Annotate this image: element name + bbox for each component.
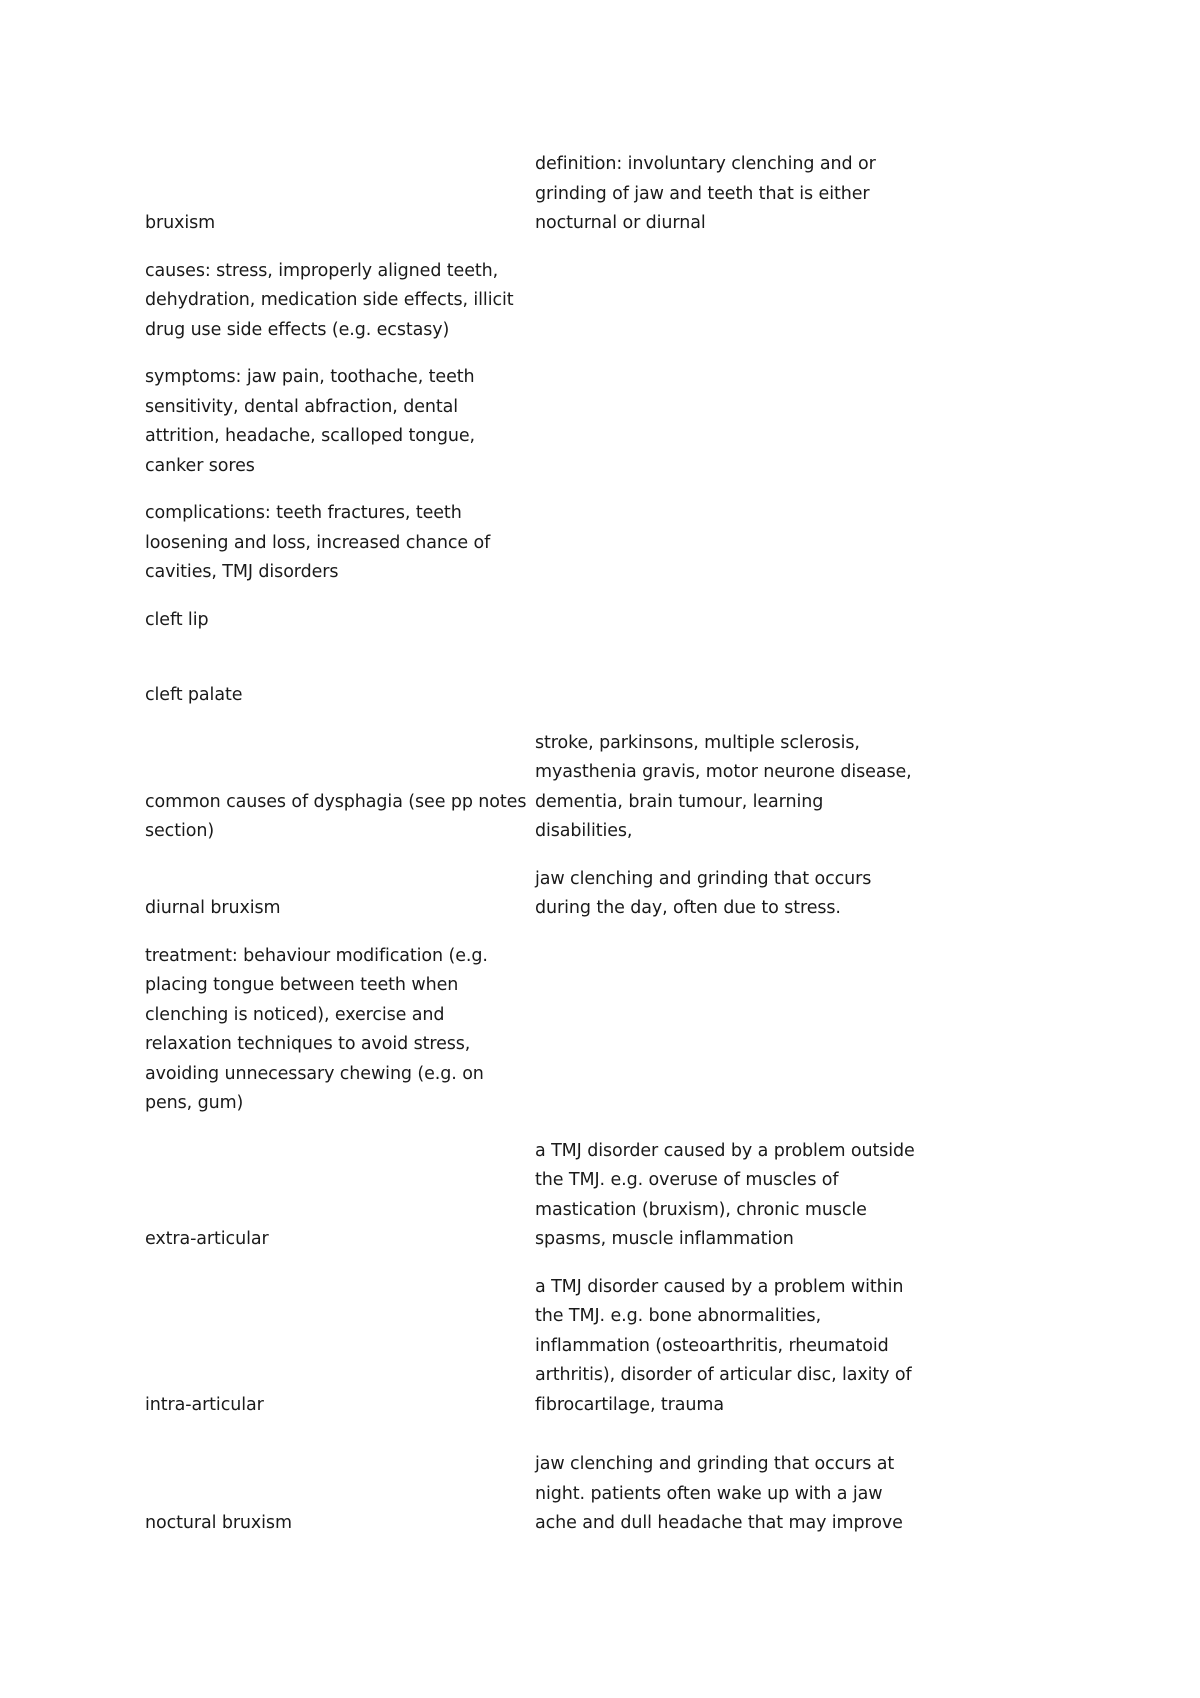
definition-text: a TMJ disorder caused by a problem within the TMJ. e.g. bone abnormalities, inflammation (osteoarthritis, rheumatoid arthritis), disorder of articular disc, laxity of fibrocartilage, trauma [535,1276,912,1415]
glossary-row [145,681,925,711]
term-text: causes: stress, improperly aligned teeth, dehydration, medication side effects, illicit drug use side effects (e.g. ecstasy) [145,260,514,340]
glossary-row [145,942,925,1119]
term-text: extra-articular [145,1229,269,1249]
glossary-row [145,499,925,588]
definition-text: a TMJ disorder caused by a problem outside the TMJ. e.g. overuse of muscles of mastication (bruxism), chronic muscle spasms, muscle inflammation [535,1140,915,1249]
definition-text: definition: involuntary clenching and or grinding of jaw and teeth that is either nocturnal or diurnal [535,154,876,233]
glossary-row [145,1137,925,1255]
term-text: treatment: behaviour modification (e.g. placing tongue between teeth when clenching is noticed), exercise and relaxation techniques to avoid stress, avoiding unnecessary chewing (e.g. on pens, gum) [145,945,488,1113]
definition-text: stroke, parkinsons, multiple sclerosis, myasthenia gravis, motor neurone disease, dementia, brain tumour, learning disabilities, [535,732,912,841]
term-text: symptoms: jaw pain, toothache, teeth sensitivity, dental abfraction, dental attrition, headache, scalloped tongue, canker sores [145,367,475,476]
term-text: cleft lip [145,609,209,630]
glossary-row [145,865,925,924]
glossary-row [145,363,925,481]
glossary-row [145,257,925,346]
term-text: bruxism [145,213,216,233]
glossary-row [145,1273,925,1421]
definition-text: jaw clenching and grinding that occurs at night. patients often wake up with a jaw ache and dull headache that may improve [535,1454,903,1533]
glossary-table [145,150,925,1557]
glossary-row [145,1450,925,1539]
glossary-row [145,729,925,847]
term-text: intra-articular [145,1394,264,1415]
term-text: cleft palate [145,685,243,705]
definition-text: jaw clenching and grinding that occurs during the day, often due to stress. [535,868,872,918]
term-text: noctural bruxism [145,1513,292,1533]
glossary-row [145,606,925,636]
term-text: diurnal bruxism [145,898,281,918]
term-text: complications: teeth fractures, teeth loosening and loss, increased chance of cavities, TMJ disorders [145,503,491,582]
glossary-row [145,150,925,239]
term-text: common causes of dysphagia (see pp notes section) [145,791,527,841]
